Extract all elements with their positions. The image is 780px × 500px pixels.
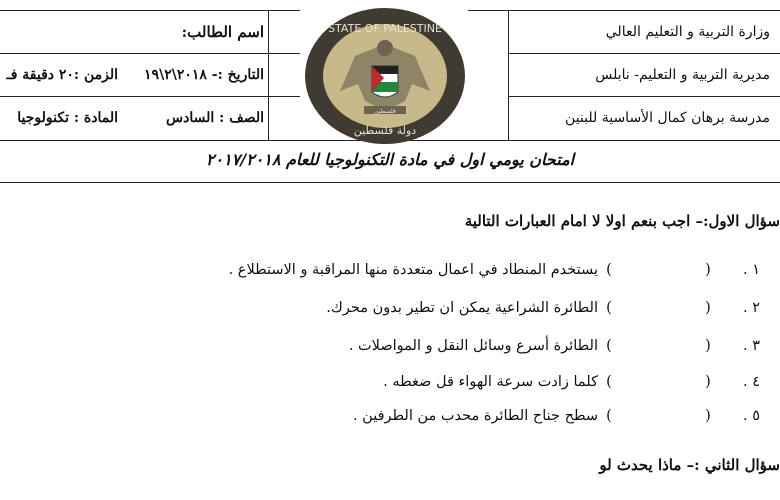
header-top-border-right bbox=[468, 10, 780, 11]
answer-blank-close: ) bbox=[606, 408, 612, 424]
emblem-text-bottom: دولة فلسطين bbox=[353, 124, 417, 137]
item-text: الطائرة أسرع وسائل النقل و المواصلات . bbox=[348, 338, 598, 354]
header-row-divider-2-right bbox=[508, 96, 780, 97]
answer-blank-close: ) bbox=[606, 374, 612, 390]
question-1-item bbox=[20, 334, 760, 358]
item-text: كلما زادت سرعة الهواء قل ضغطه . bbox=[383, 374, 598, 390]
emblem-text-top: STATE OF PALESTINE bbox=[328, 22, 442, 35]
item-text: سطح جناح الطائرة محدب من الطرفين . bbox=[352, 408, 598, 424]
answer-blank-close: ) bbox=[606, 262, 612, 278]
answer-blank-open: ( bbox=[705, 300, 711, 316]
directorate-name: مديرية التربية و التعليم- نابلس bbox=[595, 67, 770, 83]
header-left-divider bbox=[268, 10, 269, 140]
palestine-emblem bbox=[300, 6, 470, 146]
item-number: ٣ . bbox=[742, 338, 760, 354]
item-text: الطائرة الشراعية يمكن ان تطير بدون محرك. bbox=[326, 300, 598, 316]
emblem-scroll-text: فلسطين bbox=[374, 108, 396, 115]
answer-blank-close: ) bbox=[606, 300, 612, 316]
answer-blank-open: ( bbox=[705, 262, 711, 278]
grade-label: الصف : السادس bbox=[166, 110, 264, 126]
answer-blank-open: ( bbox=[705, 408, 711, 424]
exam-title: امتحان يومي اول في مادة التكنولوجيا للعام ٢٠١٧/٢٠١٨ bbox=[205, 150, 575, 169]
header-right-divider bbox=[508, 10, 509, 140]
item-number: ١ . bbox=[742, 262, 760, 278]
answer-blank-open: ( bbox=[705, 374, 711, 390]
header-row-divider-1 bbox=[0, 53, 300, 54]
school-name: مدرسة برهان كمال الأساسية للبنين bbox=[565, 110, 770, 126]
question-1-item bbox=[20, 258, 760, 282]
title-underline bbox=[0, 182, 780, 183]
exam-date: التاريخ :- ٢٠١٨\٢\١٩ bbox=[144, 67, 264, 83]
item-number: ٢ . bbox=[742, 300, 760, 316]
question-1-heading: سؤال الاول:– اجب بنعم اولا لا امام العبارات التالية bbox=[464, 212, 780, 230]
student-name-label: اسم الطالب: bbox=[181, 23, 264, 41]
header-row-divider-2 bbox=[0, 96, 300, 97]
item-number: ٤ . bbox=[742, 374, 760, 390]
header-top-border bbox=[0, 10, 300, 11]
question-1-item bbox=[20, 370, 760, 394]
answer-blank-open: ( bbox=[705, 338, 711, 354]
question-1-item bbox=[20, 296, 760, 320]
item-number: ٥ . bbox=[742, 408, 760, 424]
question-2-heading: سؤال الثاني :– ماذا يحدث لو bbox=[599, 456, 780, 474]
question-1-item bbox=[20, 404, 760, 428]
item-text: يستخدم المنطاد في اعمال متعددة منها المراقبة و الاستطلاع . bbox=[228, 262, 598, 278]
header-row-divider-1-right bbox=[508, 53, 780, 54]
answer-blank-close: ) bbox=[606, 338, 612, 354]
subject-label: المادة : تكنولوجيا bbox=[17, 110, 118, 126]
ministry-name: وزارة التربية و التعليم العالي bbox=[605, 24, 770, 40]
exam-duration: الزمن :٢٠ دقيقة فـ bbox=[6, 67, 118, 83]
